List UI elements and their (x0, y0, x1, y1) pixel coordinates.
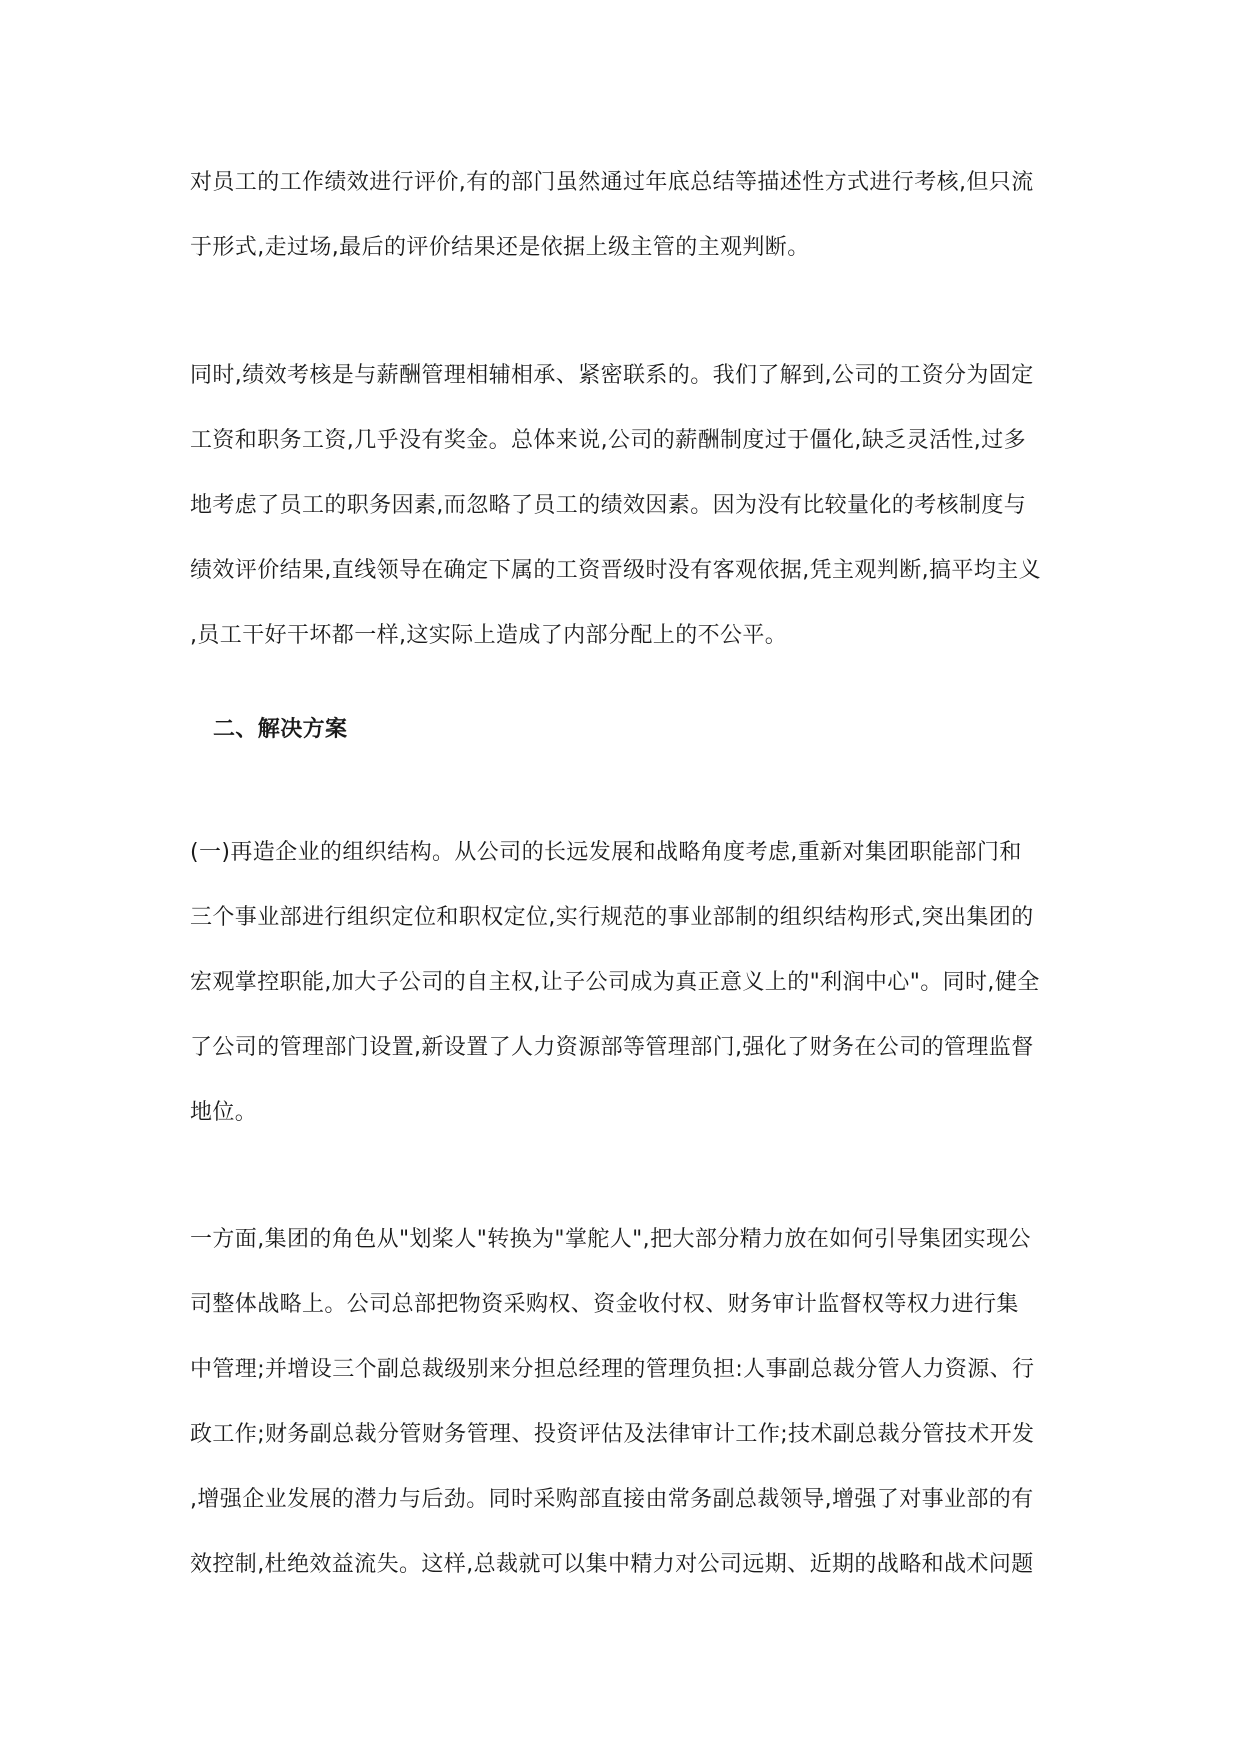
paragraph-line: 一方面,集团的角色从"划桨人"转换为"掌舵人",把大部分精力放在如何引导集团实现公 (190, 1227, 1031, 1252)
section-heading: 二、解决方案 (213, 717, 348, 742)
paragraph-line: 于形式,走过场,最后的评价结果还是依据上级主管的主观判断。 (190, 235, 810, 260)
paragraph-line: (一)再造企业的组织结构。从公司的长远发展和战略角度考虑,重新对集团职能部门和 (190, 840, 1022, 865)
paragraph-line: 了公司的管理部门设置,新设置了人力资源部等管理部门,强化了财务在公司的管理监督 (190, 1035, 1034, 1060)
paragraph-line: 宏观掌控职能,加大子公司的自主权,让子公司成为真正意义上的"利润中心"。同时,健全 (190, 970, 1040, 995)
paragraph-line: 地考虑了员工的职务因素,而忽略了员工的绩效因素。因为没有比较量化的考核制度与 (190, 493, 1027, 518)
paragraph-line: ,增强企业发展的潜力与后劲。同时采购部直接由常务副总裁领导,增强了对事业部的有 (190, 1487, 1034, 1512)
paragraph-line: 工资和职务工资,几乎没有奖金。总体来说,公司的薪酬制度过于僵化,缺乏灵活性,过多 (190, 428, 1026, 453)
paragraph-line: 同时,绩效考核是与薪酬管理相辅相承、紧密联系的。我们了解到,公司的工资分为固定 (190, 363, 1034, 388)
paragraph-line: 政工作;财务副总裁分管财务管理、投资评估及法律审计工作;技术副总裁分管技术开发 (190, 1422, 1035, 1447)
paragraph-line: 司整体战略上。公司总部把物资采购权、资金收付权、财务审计监督权等权力进行集 (190, 1292, 1019, 1317)
paragraph-line: ,员工干好干坏都一样,这实际上造成了内部分配上的不公平。 (190, 623, 788, 648)
paragraph-line: 中管理;并增设三个副总裁级别来分担总经理的管理负担:人事副总裁分管人力资源、行 (190, 1357, 1035, 1382)
paragraph-line: 地位。 (190, 1100, 258, 1125)
paragraph-line: 绩效评价结果,直线领导在确定下属的工资晋级时没有客观依据,凭主观判断,搞平均主义 (190, 558, 1041, 583)
paragraph-line: 三个事业部进行组织定位和职权定位,实行规范的事业部制的组织结构形式,突出集团的 (190, 905, 1034, 930)
paragraph-line: 效控制,杜绝效益流失。这样,总裁就可以集中精力对公司远期、近期的战略和战术问题 (190, 1552, 1034, 1577)
paragraph-line: 对员工的工作绩效进行评价,有的部门虽然通过年底总结等描述性方式进行考核,但只流 (190, 170, 1034, 195)
